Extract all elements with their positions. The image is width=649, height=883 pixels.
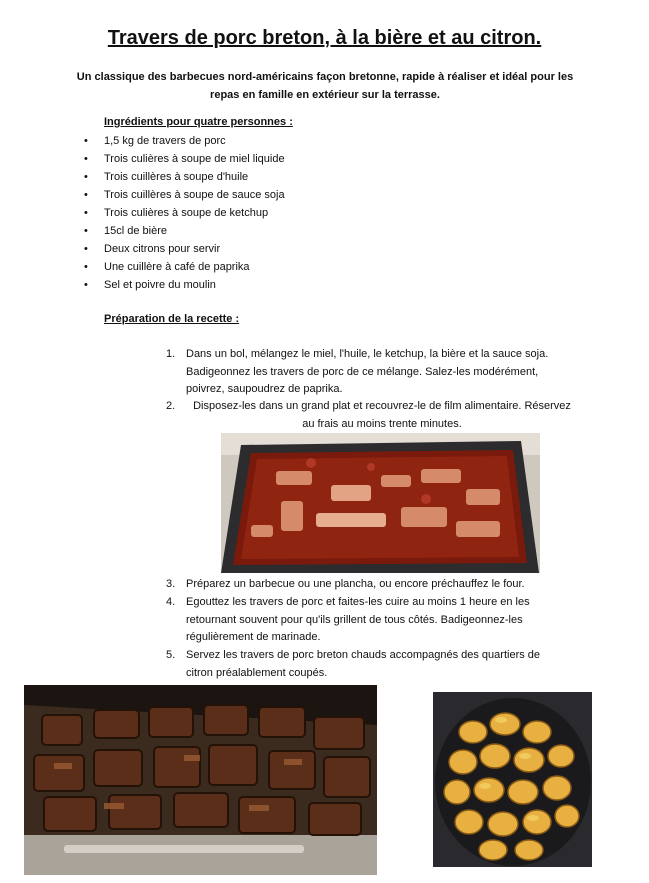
bullet-icon: • bbox=[84, 135, 88, 147]
list-item: • Deux citrons pour servir bbox=[0, 240, 285, 258]
recipe-intro: Un classique des barbecues nord-américains façon bretonne, rapide à réaliser et idéal pour les repas en famille en extérieur sur la terrasse. bbox=[76, 71, 574, 101]
grilled-ribs-photo bbox=[24, 685, 377, 875]
list-item: • Trois cuillères à soupe de sauce soja bbox=[0, 186, 285, 204]
bullet-icon: • bbox=[84, 279, 88, 291]
ingredients-list bbox=[0, 132, 285, 294]
list-item: • Sel et poivre du moulin bbox=[0, 276, 285, 294]
list-item: • Trois cuillères à soupe d'huile bbox=[0, 168, 285, 186]
marinade-tray-photo bbox=[221, 433, 540, 573]
bullet-icon: • bbox=[84, 207, 88, 219]
list-item: • 1,5 kg de travers de porc bbox=[0, 132, 285, 150]
ingredients-heading: Ingrédients pour quatre personnes : bbox=[104, 116, 293, 128]
bullet-icon: • bbox=[84, 243, 88, 255]
bullet-icon: • bbox=[84, 189, 88, 201]
list-item: • Trois culières à soupe de ketchup bbox=[0, 204, 285, 222]
preparation-heading: Préparation de la recette : bbox=[104, 313, 240, 325]
roasted-potatoes-photo bbox=[433, 692, 592, 867]
bullet-icon: • bbox=[84, 153, 88, 165]
list-item: • 15cl de bière bbox=[0, 222, 285, 240]
list-item: • Une cuillère à café de paprika bbox=[0, 258, 285, 276]
recipe-title: Travers de porc breton, à la bière et au citron. bbox=[107, 27, 542, 49]
bullet-icon: • bbox=[84, 171, 88, 183]
list-item: • Trois culières à soupe de miel liquide bbox=[0, 150, 285, 168]
bullet-icon: • bbox=[84, 261, 88, 273]
bullet-icon: • bbox=[84, 225, 88, 237]
